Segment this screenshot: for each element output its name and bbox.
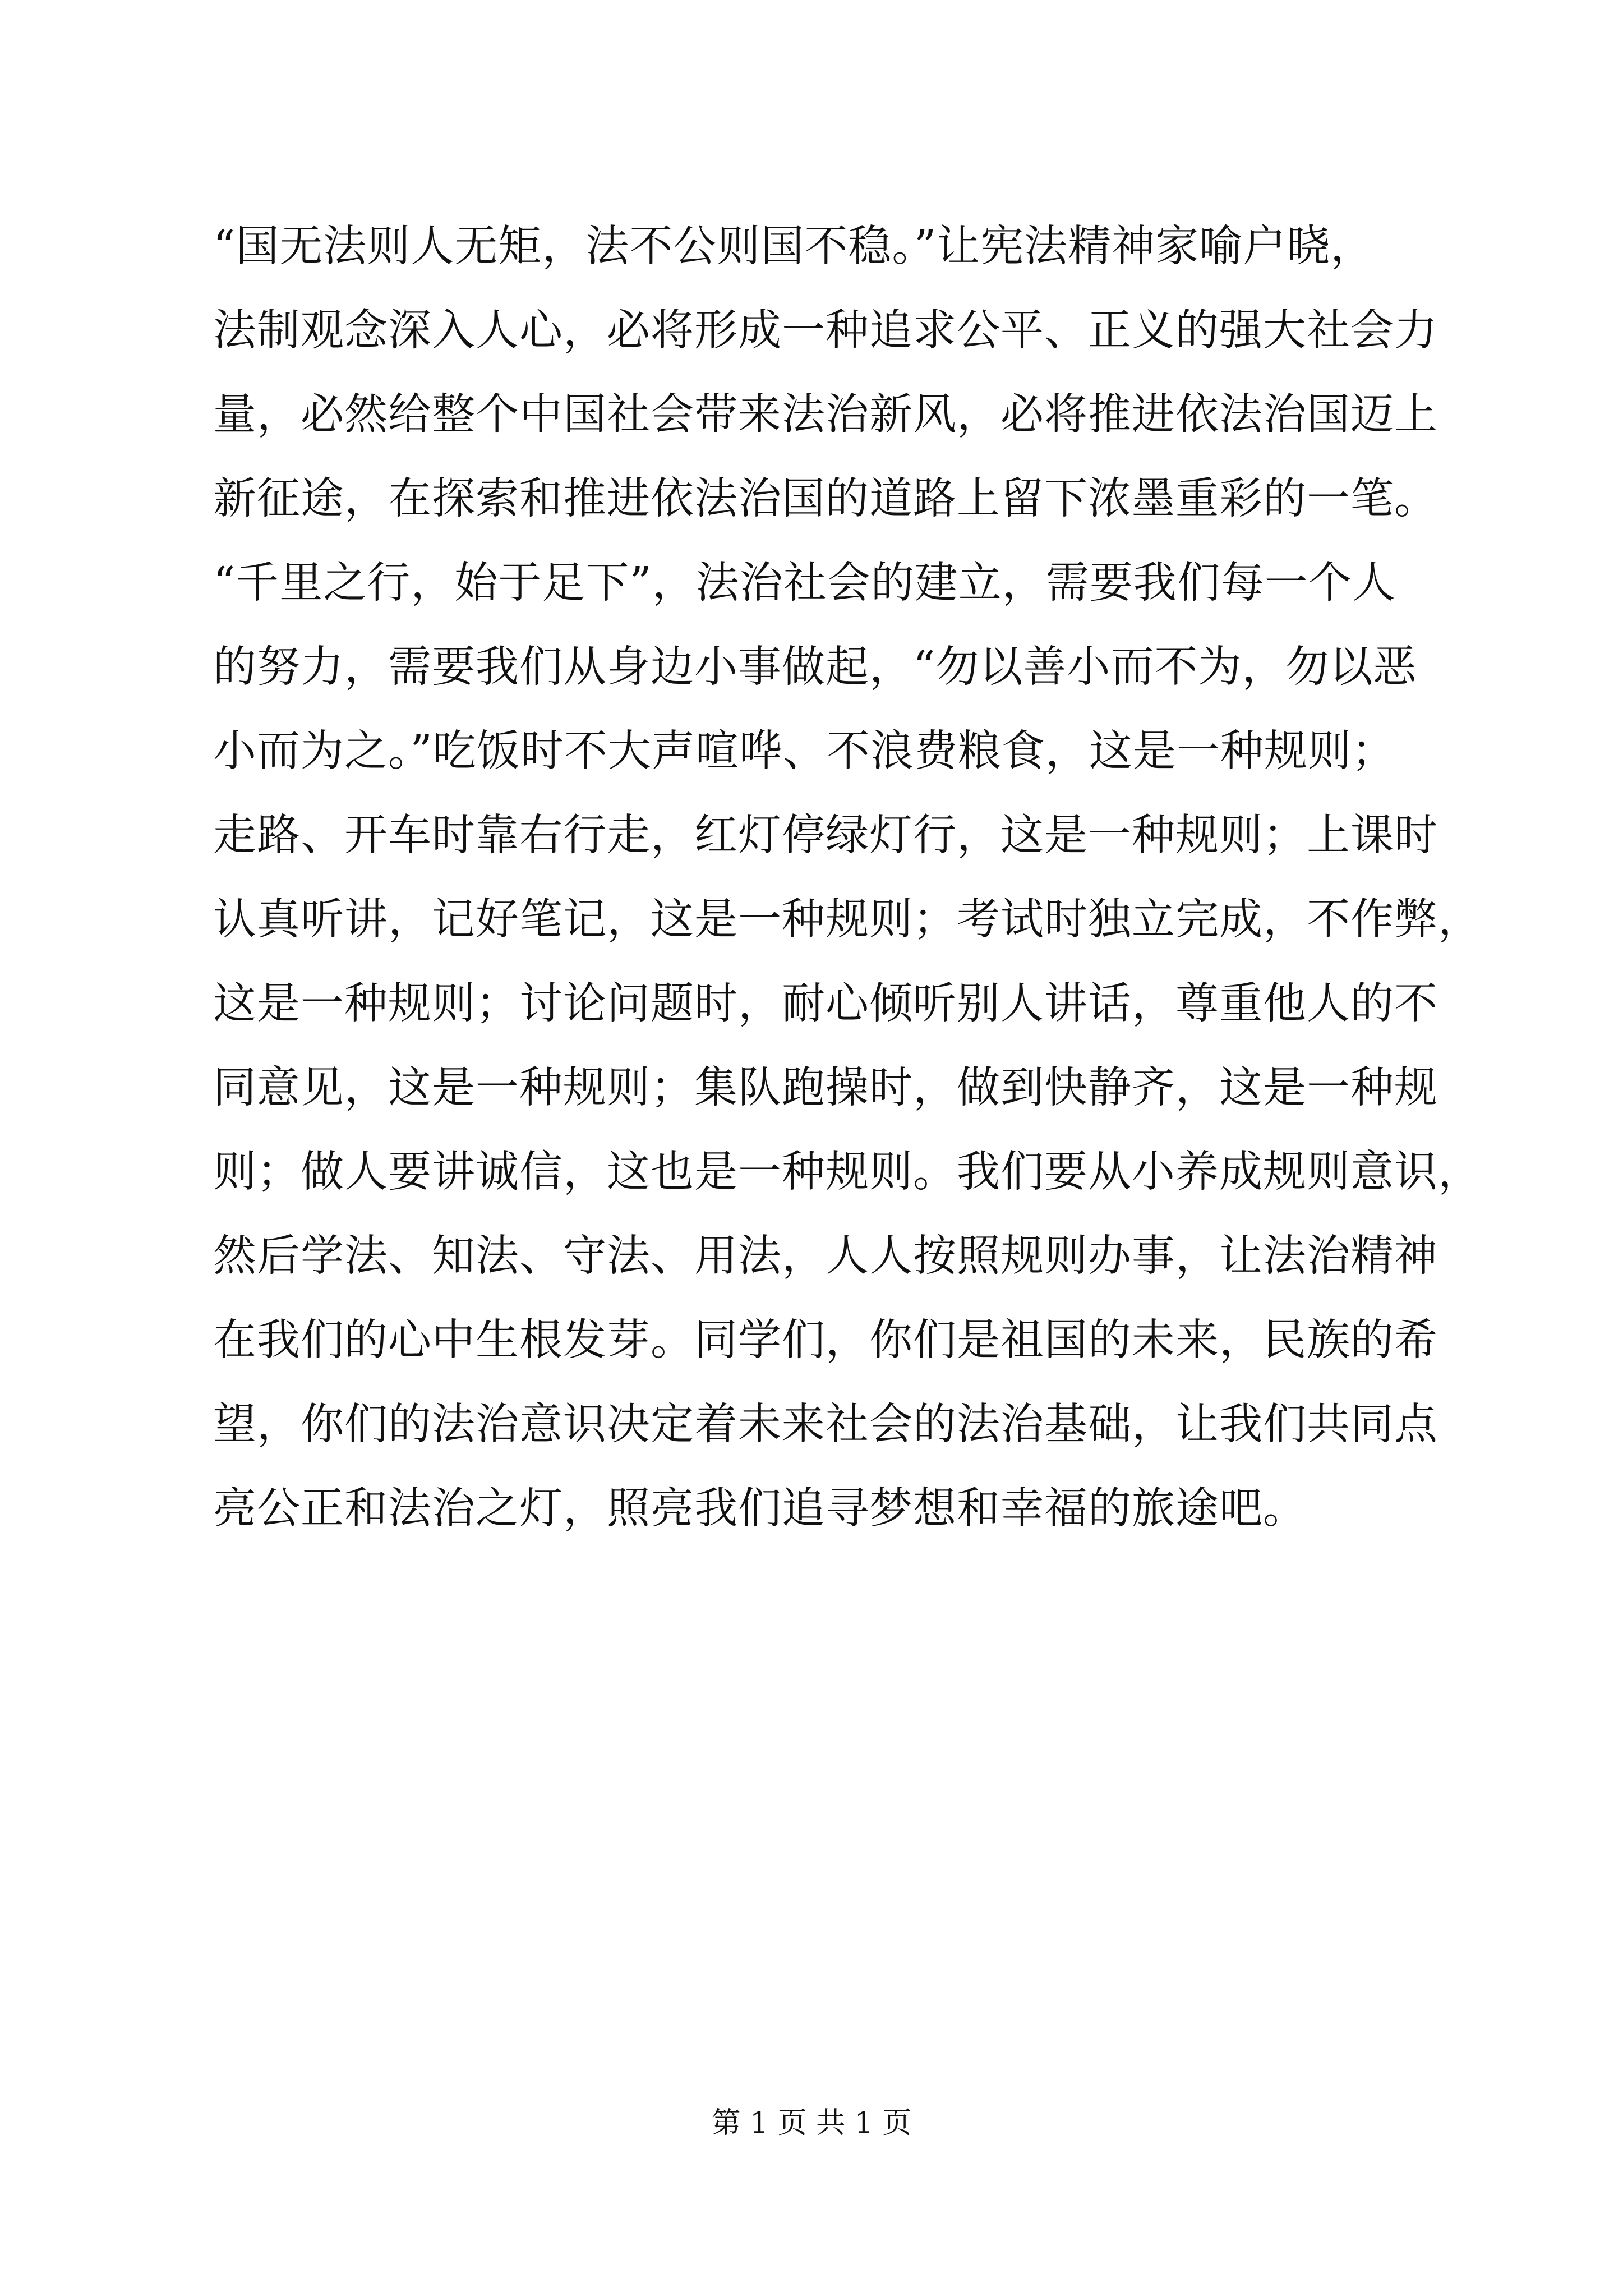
text-line: 这是一种规则；讨论问题时，耐心倾听别人讲话，尊重他人的不 xyxy=(213,979,1438,1029)
body-text xyxy=(213,205,1482,1551)
text-line: 认真听讲，记好笔记，这是一种规则；考试时独立完成，不作弊， xyxy=(213,895,1482,945)
text-line: “国无法则人无矩，法不公则国不稳。”让宪法精神家喻户晓， xyxy=(213,222,1375,272)
text-line: 然后学法、知法、守法、用法，人人按照规则办事，让法治精神 xyxy=(213,1231,1438,1281)
text-line: 望，你们的法治意识决定着未来社会的法治基础，让我们共同点 xyxy=(213,1400,1438,1450)
text-line: 同意见，这是一种规则；集队跑操时，做到快静齐，这是一种规 xyxy=(213,1063,1438,1113)
text-line: 法制观念深入人心，必将形成一种追求公平、正义的强大社会力 xyxy=(213,306,1438,356)
text-line: 小而为之。”吃饭时不大声喧哗、不浪费粮食，这是一种规则； xyxy=(213,726,1395,776)
text-line: 走路、开车时靠右行走，红灯停绿灯行，这是一种规则；上课时 xyxy=(213,811,1438,861)
text-line: 新征途，在探索和推进依法治国的道路上留下浓墨重彩的一笔。 xyxy=(213,474,1438,524)
page-number-footer: 第 1 页 共 1 页 xyxy=(711,2106,912,2140)
text-line: “千里之行，始于足下”，法治社会的建立，需要我们每一个人 xyxy=(213,558,1396,608)
text-line: 则；做人要讲诚信，这也是一种规则。我们要从小养成规则意识， xyxy=(213,1147,1482,1197)
text-line: 量，必然给整个中国社会带来法治新风，必将推进依法治国迈上 xyxy=(213,390,1438,440)
text-line: 亮公正和法治之灯，照亮我们追寻梦想和幸福的旅途吧。 xyxy=(213,1484,1307,1534)
text-line: 在我们的心中生根发芽。同学们，你们是祖国的未来，民族的希 xyxy=(213,1315,1438,1365)
text-line: 的努力，需要我们从身边小事做起，“勿以善小而不为，勿以恶 xyxy=(213,642,1417,692)
